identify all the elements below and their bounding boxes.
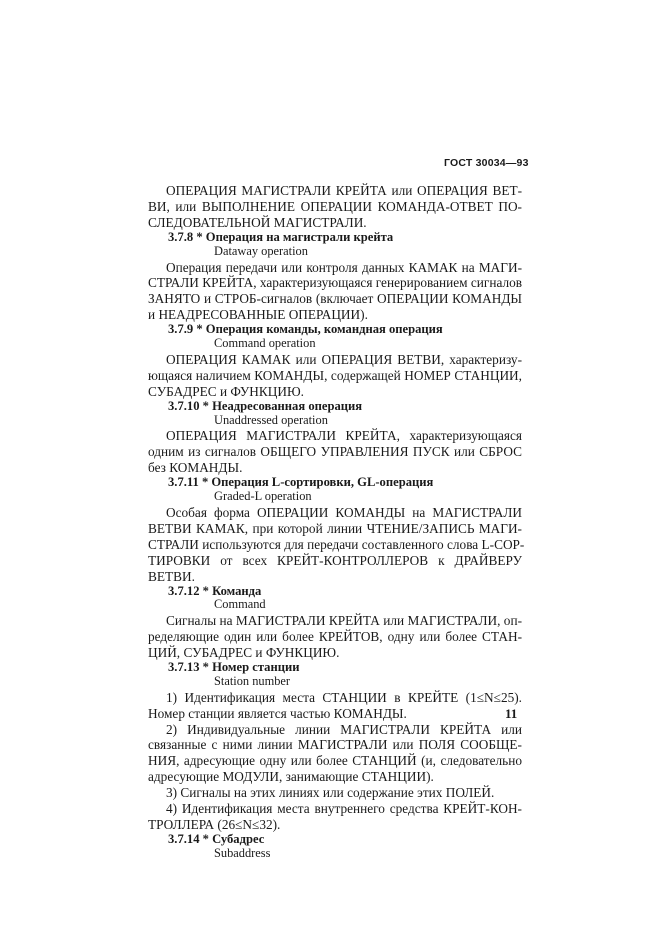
section-heading-text: 3.7.8 * Операция на магистрали крейта	[168, 230, 394, 244]
text-line: ТИРОВКИ от всех КРЕЙТ-КОНТРОЛЛЕРОВ к ДРАЙВЕРУ	[148, 552, 522, 568]
section-heading-text: 3.7.9 * Операция команды, командная операция	[168, 322, 443, 337]
text-line: ЦИЙ, СУБАДРЕС и ФУНКЦИЮ.	[148, 645, 340, 660]
text-line: Сигналы на МАГИСТРАЛИ КРЕЙТА или МАГИСТРАЛИ, оп-	[166, 613, 522, 629]
text-line: 4) Идентификация места внутреннего средства КРЕЙТ-КОН-	[166, 801, 522, 816]
text-line: 1) Идентификация места СТАНЦИИ в КРЕЙТЕ (1≤N≤25).	[166, 689, 522, 705]
section-heading-text: 3.7.14 * Субадрес	[168, 832, 265, 847]
section-heading-text: 3.7.10 * Неадресованная операция	[168, 398, 363, 413]
text-line: Особая форма ОПЕРАЦИИ КОМАНДЫ на МАГИСТРАЛИ	[166, 504, 522, 520]
text-line: ВИ, или ВЫПОЛНЕНИЕ ОПЕРАЦИИ КОМАНДА-ОТВЕТ ПО-	[148, 198, 522, 214]
text-line: Номер станции является частью КОМАНДЫ.	[148, 705, 407, 721]
text-line: одним из сигналов ОБЩЕГО УПРАВЛЕНИЯ ПУСК или СБРОС	[148, 444, 522, 460]
page-header: ГОСТ 30034—93	[444, 157, 529, 169]
text-line: адресующие МОДУЛИ, занимающие СТАНЦИИ).	[148, 769, 434, 785]
text-line: и НЕАДРЕСОВАННЫЕ ОПЕРАЦИИ).	[148, 307, 368, 323]
text-line: ТРОЛЛЕРА (26≤N≤32).	[148, 816, 281, 832]
english-term: Unaddressed operation	[214, 412, 328, 427]
text-line: ОПЕРАЦИЯ МАГИСТРАЛИ КРЕЙТА, характеризующаяся	[166, 428, 522, 444]
text-line: СУБАДРЕС и ФУНКЦИЮ.	[148, 383, 304, 399]
english-term: Command	[214, 597, 266, 612]
text-line: СТРАЛИ используются для передачи составленного слова L-СОР-	[148, 536, 525, 552]
section-heading-text: 3.7.12 * Команда	[168, 583, 262, 598]
text-line: 2) Индивидуальные линии МАГИСТРАЛИ КРЕЙТА или	[166, 721, 522, 737]
text-line: ющаяся наличием КОМАНДЫ, содержащей НОМЕР СТАНЦИИ,	[148, 367, 522, 383]
page-number: 11	[505, 706, 518, 721]
text-line: без КОМАНДЫ.	[148, 460, 243, 476]
text-line: СТРАЛИ КРЕЙТА, характеризующаяся генерированием сигналов	[148, 275, 523, 291]
text-line: ределяющие один или более КРЕЙТОВ, одну или более СТАН-	[148, 629, 522, 645]
english-term: Command operation	[214, 336, 316, 350]
text-line: ОПЕРАЦИЯ МАГИСТРАЛИ КРЕЙТА или ОПЕРАЦИЯ ВЕТ-	[166, 183, 522, 198]
text-line: ВЕТВИ.	[148, 568, 195, 584]
text-line: ВЕТВИ КАМАК, при которой линии ЧТЕНИЕ/ЗАПИСЬ МАГИ-	[148, 520, 522, 536]
text-line: связанные с ними линии МАГИСТРАЛИ или ПОЛЯ СООБЩЕ-	[148, 737, 522, 753]
english-term: Dataway operation	[214, 243, 308, 258]
english-term: Graded-L operation	[214, 489, 312, 503]
text-line: ЗАНЯТО и СТРОБ-сигналов (включает ОПЕРАЦИИ КОМАНДЫ	[148, 291, 522, 307]
section-heading-text: 3.7.11 * Операция L-сортировки, GL-операция	[168, 475, 434, 490]
english-term: Subaddress	[214, 845, 271, 860]
text-line: Операция передачи или контроля данных КАМАК на МАГИ-	[166, 259, 522, 275]
english-term: Station number	[214, 673, 291, 688]
text-line: ОПЕРАЦИЯ КАМАК или ОПЕРАЦИЯ ВЕТВИ, характеризу-	[166, 351, 522, 367]
text-line: СЛЕДОВАТЕЛЬНОЙ МАГИСТРАЛИ.	[148, 214, 367, 230]
text-line: 3) Сигналы на этих линиях или содержание этих ПОЛЕЙ.	[166, 785, 495, 801]
text-line: НИЯ, адресующие одну или более СТАНЦИЙ (и, следовательно	[148, 753, 522, 769]
section-heading-text: 3.7.13 * Номер станции	[168, 660, 300, 675]
